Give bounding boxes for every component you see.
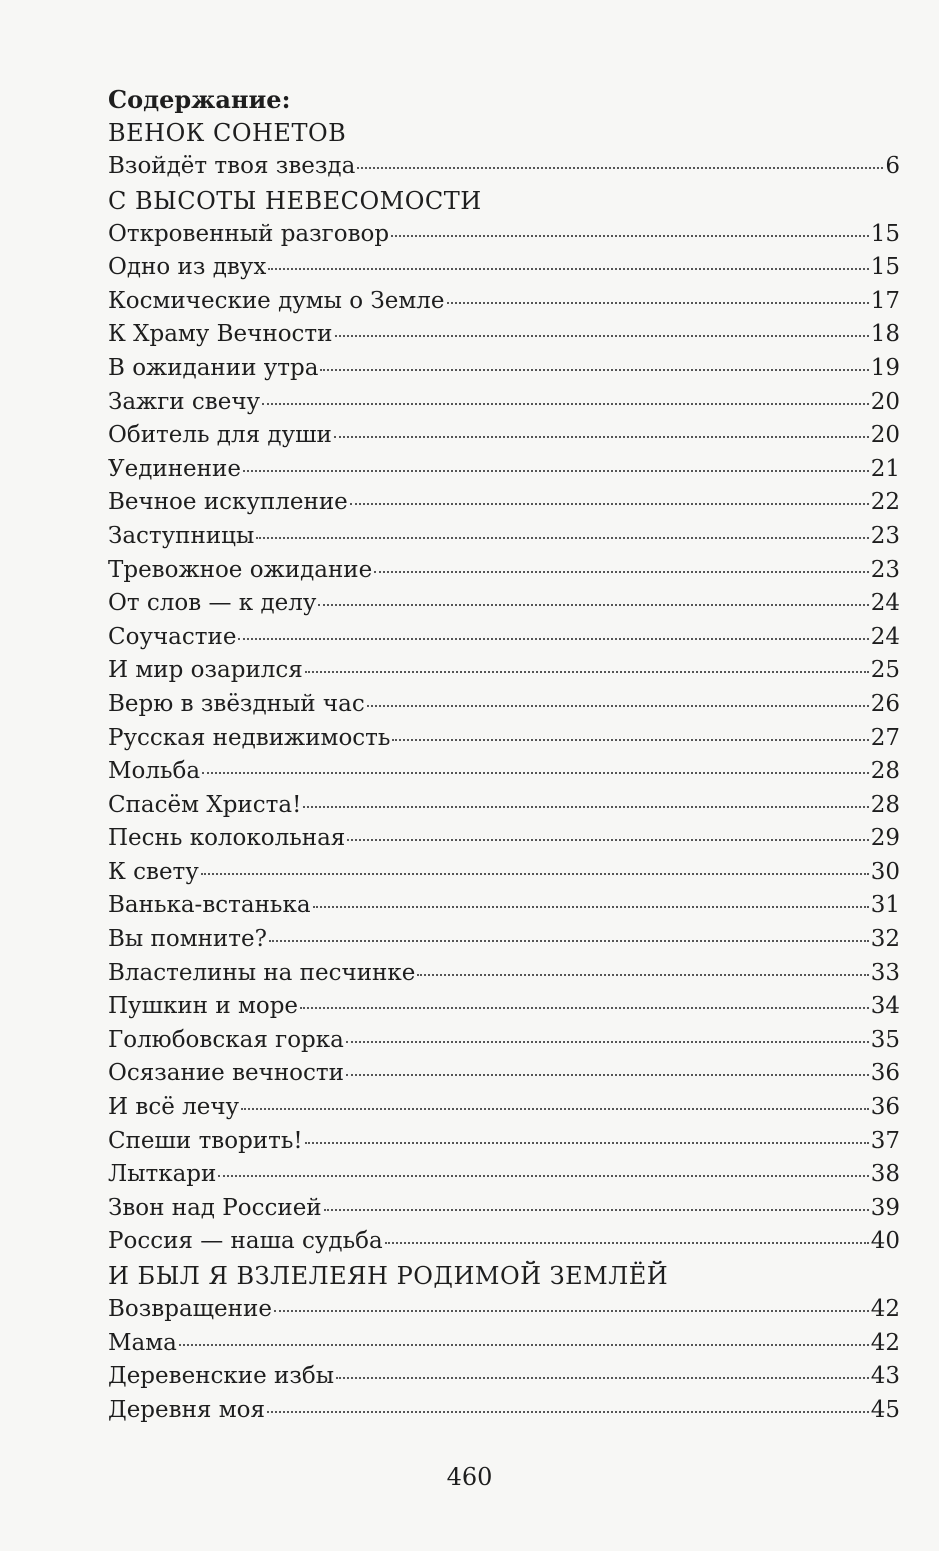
toc-entry [108,285,900,319]
toc-entry-title: Взойдёт твоя звезда [108,153,356,179]
toc-entry-page: 35 [870,1026,900,1053]
toc-entry-title: Вечное искупление [108,489,348,516]
toc-section-title: ВЕНОК СОНЕТОВ [108,119,347,147]
toc-section-title: С ВЫСОТЫ НЕВЕСОМОСТИ [108,186,482,215]
dot-leader [300,1007,869,1009]
toc-entry-page: 36 [870,1094,900,1121]
toc-entry-page: 42 [870,1296,900,1322]
toc-entry [108,486,900,520]
toc-entry-title: От слов — к делу [108,590,317,617]
toc-entry-title: Деревенские избы [108,1363,335,1390]
toc-entry [108,1125,900,1159]
toc-entry [108,554,900,588]
toc-entry [108,352,900,386]
dot-leader [269,940,869,942]
toc-entry [108,822,900,856]
toc-entry-page: 20 [870,388,900,415]
dot-leader [303,806,868,808]
toc-entry-page: 33 [870,959,900,986]
toc-entry-page: 24 [870,623,900,650]
toc-entry [108,218,900,252]
toc-entry-title: И мир озарился [108,657,303,684]
toc-entry-title: Обитель для души [108,422,332,449]
page-number: 460 [446,1463,493,1491]
toc-entry [108,1057,900,1091]
dot-leader [385,1242,869,1244]
toc-entry-title: Верю в звёздный час [108,690,365,717]
toc-entry-page: 20 [870,422,900,449]
toc-entry-page: 21 [870,455,900,482]
toc-entry [108,889,900,923]
dot-leader [241,1108,869,1110]
toc-entry-page: 42 [870,1329,900,1356]
toc-entry-page: 29 [870,825,900,852]
toc-entry [108,755,900,789]
toc-entry [108,1091,900,1125]
dot-leader [336,1377,869,1379]
dot-leader [324,1209,869,1211]
dot-leader [202,772,869,774]
toc-entry-page: 19 [870,354,900,381]
toc-entry-page: 15 [870,220,900,247]
toc-entry [108,990,900,1024]
toc-entry [108,520,900,554]
toc-entry-title: Уединение [108,455,241,482]
toc-entry [108,688,900,722]
toc-entry [108,386,900,420]
toc-entry [108,1293,900,1327]
dot-leader [391,235,869,237]
toc-entry-page: 34 [870,993,900,1020]
toc-entry-title: Мольба [108,758,201,785]
toc-entry-title: Заступницы [108,522,255,549]
toc-entry [108,621,900,655]
toc-entry [108,1327,900,1361]
dot-leader [256,537,868,539]
toc-entry-page: 6 [885,153,900,179]
toc-entry-page: 31 [870,892,900,919]
toc-entry [108,789,900,823]
toc-entry-title: Властелины на песчинке [108,959,416,986]
toc-entry-title: Мама [108,1329,177,1356]
toc-entry-title: Лыткари [108,1161,217,1188]
toc-entry-title: Пушкин и море [108,993,299,1020]
toc-entry-title: Спеши творить! [108,1127,303,1154]
toc-entry-title: Россия — наша судьба [108,1228,383,1255]
toc-entry-page: 38 [870,1161,900,1188]
dot-leader [305,671,869,673]
dot-leader [179,1344,869,1346]
toc-entry-page: 26 [870,690,900,717]
toc-entry-title: К свету [108,858,199,885]
toc-entry-title: Спасём Христа! [108,791,302,818]
dot-leader [274,1310,869,1312]
dot-leader [238,638,868,640]
toc-entry [108,923,900,957]
dot-leader [347,839,868,841]
toc-entry [108,318,900,352]
toc-entry-title: Песнь колокольная [108,825,346,852]
toc-entry-title: Тревожное ожидание [108,556,373,583]
dot-leader [350,503,869,505]
toc-entry [108,251,900,285]
toc-entry-page: 24 [870,590,900,617]
dot-leader [262,403,869,405]
dot-leader [346,1041,869,1043]
toc-entry-page: 25 [870,657,900,684]
toc-entry-title: Русская недвижимость [108,724,391,751]
toc-entry-page: 15 [870,254,900,281]
toc-entry [108,654,900,688]
toc-entry [108,1360,900,1394]
toc-entry [108,722,900,756]
toc-entry-page: 27 [870,724,900,751]
table-of-contents [108,84,900,1427]
toc-entry-page: 45 [870,1396,900,1423]
toc-heading: Содержание: [108,85,291,114]
dot-leader [201,873,869,875]
dot-leader [318,604,868,606]
dot-leader [243,470,869,472]
toc-entry-page: 22 [870,489,900,516]
toc-entry-title: Звон над Россией [108,1194,322,1221]
toc-entry-page: 28 [870,758,900,785]
dot-leader [267,1411,869,1413]
toc-entry-title: Откровенный разговор [108,220,390,247]
toc-entry-page: 28 [870,791,900,818]
toc-entry-page: 40 [870,1228,900,1255]
dot-leader [392,739,868,741]
toc-entry [108,1225,900,1259]
dot-leader [335,335,869,337]
toc-entry-title: Одно из двух [108,254,267,281]
toc-entry-page: 32 [870,926,900,953]
toc-entry-page: 43 [870,1363,900,1390]
toc-entry-page: 18 [870,321,900,348]
dot-leader [218,1175,868,1177]
dot-leader [357,167,883,169]
dot-leader [346,1074,869,1076]
toc-entry-page: 37 [870,1127,900,1154]
toc-entry-title: Зажги свечу [108,388,261,415]
toc-entry [108,1192,900,1226]
toc-entry-title: К Храму Вечности [108,321,333,348]
toc-entry [108,1158,900,1192]
toc-entry-page: 17 [870,287,900,314]
toc-entry [108,1394,900,1428]
toc-entry-page: 30 [870,858,900,885]
toc-entry-title: Соучастие [108,623,237,650]
toc-entry [108,856,900,890]
toc-entry-title: Космические думы о Земле [108,287,445,314]
toc-entry-page: 23 [870,522,900,549]
toc-entry [108,453,900,487]
toc-section-title: И БЫЛ Я ВЗЛЕЛЕЯН РОДИМОЙ ЗЕМЛЁЙ [108,1262,669,1290]
toc-entry [108,1024,900,1058]
toc-entry-title: Голюбовская горка [108,1026,344,1053]
toc-entry-page: 23 [870,556,900,583]
toc-entry-title: Вы помните? [108,926,267,953]
toc-entry-title: Ванька-встанька [108,892,311,919]
dot-leader [374,571,869,573]
toc-entry [108,419,900,453]
toc-entry-title: Деревня моя [108,1396,265,1423]
dot-leader [334,436,869,438]
dot-leader [268,268,868,270]
dot-leader [305,1142,869,1144]
dot-leader [447,302,869,304]
dot-leader [417,974,868,976]
toc-entry-title: И всё лечу [108,1094,240,1121]
toc-entry-title: Возвращение [108,1296,272,1322]
dot-leader [313,906,869,908]
toc-entry-title: Осязание вечности [108,1060,344,1087]
toc-entry-title: В ожидании утра [108,354,319,381]
dot-leader [320,369,868,371]
toc-entry-page: 36 [870,1060,900,1087]
toc-entry [108,150,900,184]
dot-leader [367,705,869,707]
toc-entry [108,957,900,991]
toc-entry-page: 39 [870,1194,900,1221]
toc-entry [108,587,900,621]
